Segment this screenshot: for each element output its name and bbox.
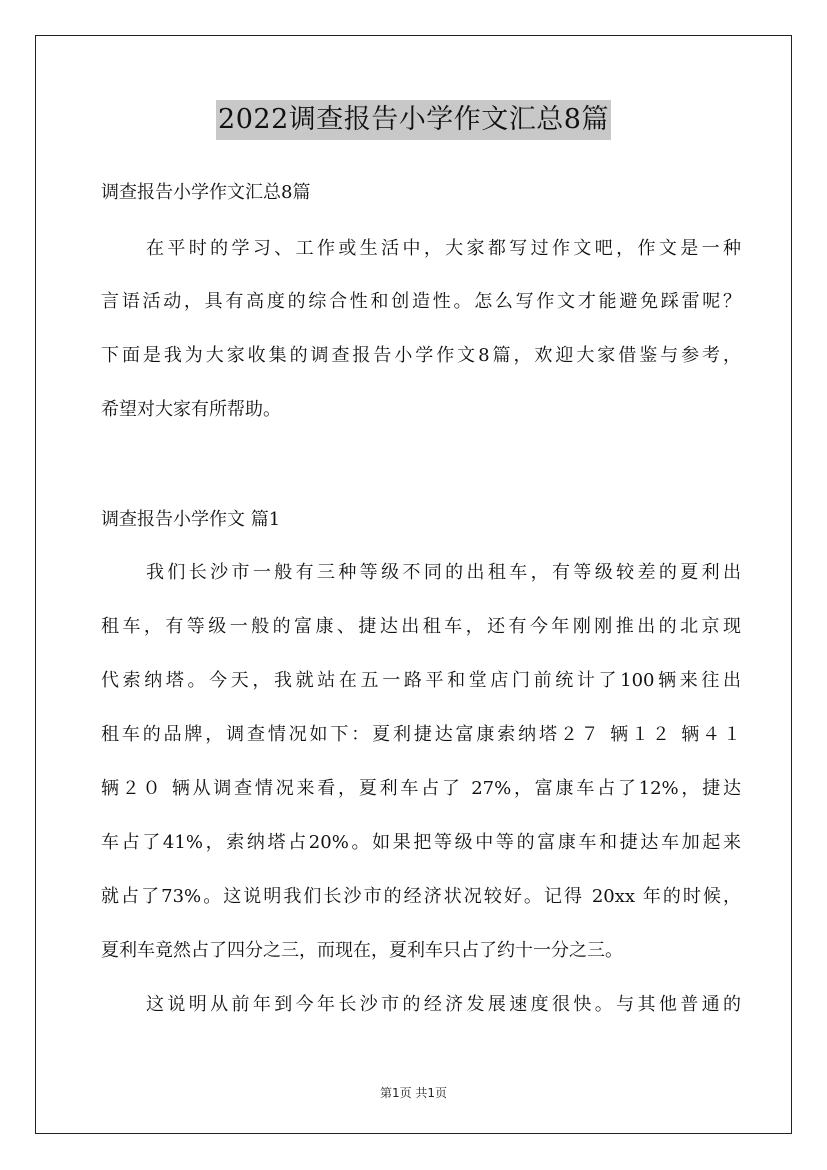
paragraph-line: 言语活动，具有高度的综合性和创造性。怎么写作文才能避免踩雷呢？ <box>101 291 741 312</box>
page-footer: 第1页 共1页 <box>379 1086 448 1100</box>
paragraph-line: 租车，有等级一般的富康、捷达出租车，还有今年刚刚推出的北京现 <box>101 616 741 637</box>
paragraph-line: 租车的品牌，调查情况如下：夏利捷达富康索纳塔２７ 辆１２ 辆４１ <box>101 724 741 745</box>
title-container <box>0 100 827 140</box>
paragraph-line: 辆２０ 辆从调查情况来看，夏利车占了 27%，富康车占了12%，捷达 <box>101 778 741 799</box>
paragraph-line: 下面是我为大家收集的调查报告小学作文8篇，欢迎大家借鉴与参考， <box>101 345 741 366</box>
section-heading: 调查报告小学作文 篇1 <box>101 509 281 530</box>
document-title: 2022调查报告小学作文汇总8篇 <box>216 100 611 140</box>
paragraph-line: 我们长沙市一般有三种等级不同的出租车，有等级较差的夏利出 <box>146 562 741 583</box>
paragraph-line: 夏利车竟然占了四分之三，而现在，夏利车只占了约十一分之三。 <box>101 940 623 961</box>
paragraph-line: 这说明从前年到今年长沙市的经济发展速度很快。与其他普通的 <box>146 994 741 1015</box>
paragraph-line: 在平时的学习、工作或生活中，大家都写过作文吧，作文是一种 <box>146 238 741 259</box>
paragraph-line: 希望对大家有所帮助。 <box>101 399 281 420</box>
paragraph-line: 代索纳塔。今天，我就站在五一路平和堂店门前统计了100辆来往出 <box>101 670 741 691</box>
paragraph-line: 车占了41%，索纳塔占20%。如果把等级中等的富康车和捷达车加起来 <box>101 832 741 853</box>
subtitle: 调查报告小学作文汇总8篇 <box>101 182 311 203</box>
paragraph-line: 就占了73%。这说明我们长沙市的经济状况较好。记得 20xx 年的时候， <box>101 886 741 907</box>
